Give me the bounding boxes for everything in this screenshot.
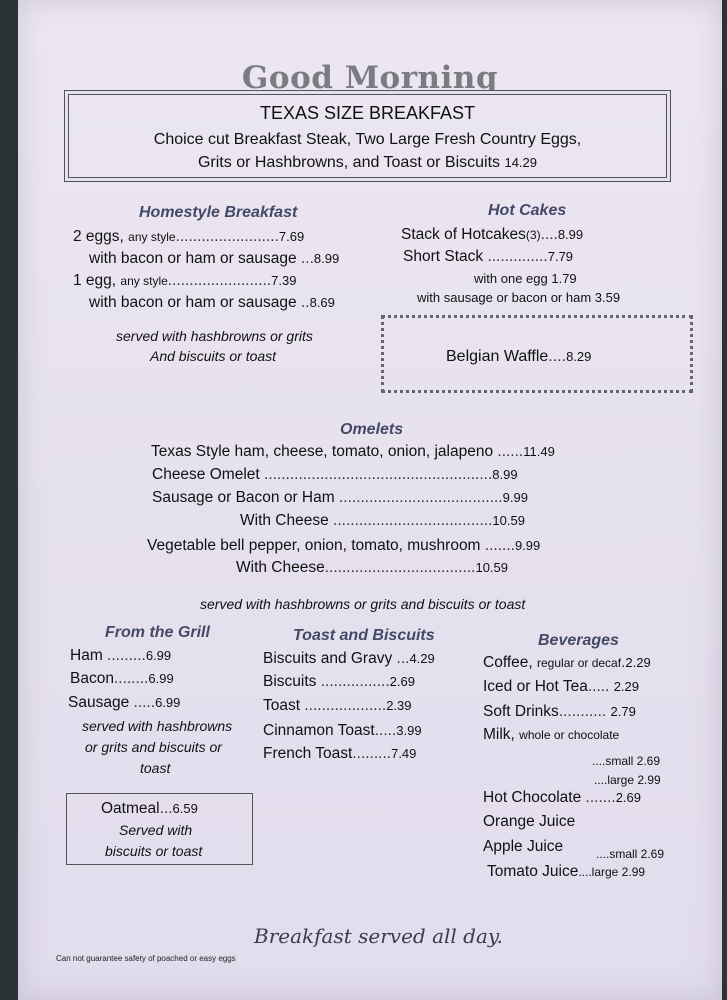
toast-item-french	[263, 745, 416, 763]
item-name: Cinnamon Toast	[263, 722, 375, 739]
item-name: with bacon or ham or sausage	[89, 294, 297, 311]
omelet-item-vegetable	[147, 537, 540, 555]
item-leader: ...................................	[324, 559, 476, 576]
item-name: 1 egg,	[73, 272, 117, 289]
item-leader: ....	[548, 348, 567, 365]
item-price: 4.29	[409, 651, 435, 666]
item-price: 2.69	[615, 790, 642, 805]
item-price: 6.59	[172, 801, 198, 816]
item-price: 2.29	[625, 655, 651, 670]
oatmeal-box	[66, 793, 253, 865]
hotcakes-item-meat	[417, 290, 620, 305]
item-leader: .....	[587, 678, 610, 695]
homestyle-item-1egg-meat	[89, 294, 335, 312]
toast-item-biscuits	[263, 673, 415, 691]
item-name: Ham	[70, 647, 103, 664]
item-price: 6.99	[145, 648, 172, 663]
item-sub: regular or decaf	[537, 656, 622, 670]
item-price: 7.39	[271, 273, 297, 288]
item-price: 8.99	[557, 227, 584, 242]
item-leader: .......	[585, 789, 616, 806]
item-name: Sausage or Bacon or Ham	[152, 489, 335, 506]
item-name: Texas Style ham, cheese, tomato, onion, jalapeno	[151, 443, 494, 460]
item-name: Biscuits	[263, 673, 317, 690]
item-name: Iced or Hot Tea	[483, 678, 588, 695]
item-price: 9.99	[514, 538, 541, 553]
footer-note: Breakfast served all day.	[254, 924, 503, 948]
grill-note3: toast	[140, 760, 171, 776]
item-name: with one egg	[474, 271, 548, 286]
item-price: 10.59	[492, 513, 525, 528]
item-price: 8.99	[492, 467, 518, 482]
item-leader: ........................	[167, 272, 272, 289]
omelet-item-meat	[152, 489, 528, 507]
item-name: Bacon	[70, 670, 114, 687]
item-leader: ...........	[558, 703, 607, 720]
homestyle-note2: And biscuits or toast	[150, 348, 277, 364]
item-price: 8.69	[309, 295, 335, 310]
item-price: 8.99	[313, 251, 340, 266]
texas-breakfast-title: TEXAS SIZE BREAKFAST	[259, 103, 476, 123]
omelet-item-veg-cheese	[236, 559, 508, 577]
item-name: Biscuits and Gravy	[263, 650, 393, 667]
item-price: 6.99	[155, 695, 181, 710]
item-price: 1.79	[551, 271, 577, 286]
item-name: Vegetable bell pepper, onion, tomato, mushroom	[147, 537, 481, 554]
item-leader: ...	[396, 650, 410, 667]
item-leader: ......................................	[338, 489, 503, 506]
texas-breakfast-line2-wrap	[69, 154, 666, 172]
item-name: Tomato Juice	[487, 863, 579, 880]
omelet-item-meat-cheese	[240, 512, 525, 530]
hotcakes-heading: Hot Cakes	[488, 202, 567, 219]
item-price: 3.59	[594, 290, 621, 305]
item-size: ....large 2.99	[578, 865, 646, 879]
oatmeal-item	[101, 800, 198, 818]
item-leader: ........	[113, 670, 149, 687]
item-name: Short Stack	[403, 248, 484, 265]
item-leader: ...	[159, 800, 173, 817]
item-sub: (3)	[525, 228, 541, 242]
item-price: 2.29	[613, 679, 640, 694]
grill-note2: or grits and biscuits or	[85, 739, 222, 755]
item-name: With Cheese	[240, 512, 329, 529]
item-leader: .....	[133, 694, 156, 711]
omelet-item-texas	[151, 443, 555, 461]
item-sub: any style	[128, 230, 176, 244]
item-leader: ....	[540, 226, 558, 243]
beverages-heading: Beverages	[538, 632, 619, 649]
item-leader: ...................	[304, 697, 387, 714]
hotcakes-item-stack	[401, 226, 583, 244]
bev-milk-large: ....large 2.99	[594, 773, 661, 787]
item-price: 3.99	[396, 723, 422, 738]
bev-milk-small: ....small 2.69	[592, 754, 661, 768]
item-price: 11.49	[523, 444, 555, 459]
item-price: 2.79	[610, 704, 636, 719]
homestyle-item-2eggs	[73, 228, 304, 246]
bev-item-apple-juice: Apple Juice	[483, 838, 564, 855]
bev-item-tea	[483, 678, 639, 696]
texas-breakfast-line1: Choice cut Breakfast Steak, Two Large Fresh Country Eggs,	[153, 131, 582, 148]
item-price: 7.49	[391, 746, 417, 761]
item-name: Coffee,	[483, 654, 533, 671]
hotcakes-item-egg	[474, 271, 577, 286]
item-leader: ..	[300, 294, 310, 311]
item-sub: any style	[120, 274, 168, 288]
omelet-item-cheese	[152, 466, 518, 484]
grill-item-bacon	[70, 670, 174, 688]
item-name: Sausage	[68, 694, 130, 711]
item-leader: .....................................	[333, 512, 493, 529]
bev-item-coffee	[483, 654, 651, 672]
item-name: French Toast	[263, 745, 353, 762]
waffle-item	[446, 348, 591, 366]
disclaimer: Can not guarantee safety of poached or easy eggs	[56, 954, 236, 963]
item-name: Milk,	[483, 726, 515, 743]
item-name: with sausage or bacon or ham	[417, 290, 592, 305]
item-price: 6.99	[148, 671, 174, 686]
item-leader: .......	[484, 537, 515, 554]
bev-item-soft-drinks	[483, 703, 636, 721]
bev-apple-size: ....small 2.69	[596, 847, 665, 861]
item-price: 7.69	[278, 229, 305, 244]
omelets-heading: Omelets	[340, 421, 404, 438]
item-leader: ...	[300, 250, 314, 267]
item-leader: .....	[374, 722, 397, 739]
oatmeal-note2: biscuits or toast	[105, 843, 203, 859]
bev-item-orange-juice: Orange Juice	[483, 813, 576, 830]
hotcakes-item-short	[403, 248, 573, 266]
item-name: 2 eggs,	[73, 228, 124, 245]
item-price: 7.79	[547, 249, 574, 264]
texas-breakfast-price: 14.29	[504, 155, 538, 170]
item-price: 2.69	[389, 674, 415, 689]
item-price: 2.39	[386, 698, 412, 713]
item-name: Hot Chocolate	[483, 789, 582, 806]
item-sub: whole or chocolate	[519, 728, 620, 742]
texas-breakfast-line2: Grits or Hashbrowns, and Toast or Biscuits	[197, 154, 501, 171]
homestyle-note1: served with hashbrowns or grits	[116, 328, 313, 344]
toast-item-cinnamon	[263, 722, 422, 740]
toast-item-gravy	[263, 650, 435, 668]
menu-title: Good Morning	[241, 60, 499, 96]
item-leader: .	[621, 654, 626, 671]
bev-item-tomato-juice	[487, 863, 645, 881]
homestyle-item-1egg	[73, 272, 296, 290]
item-price: 9.99	[502, 490, 528, 505]
item-name: Oatmeal	[101, 800, 160, 817]
waffle-box	[381, 315, 693, 393]
item-name: Cheese Omelet	[152, 466, 260, 483]
bev-item-milk	[483, 726, 619, 744]
item-name: Toast	[263, 697, 301, 714]
item-leader: .........	[352, 745, 392, 762]
omelets-note: served with hashbrowns or grits and biscuits or toast	[200, 596, 526, 612]
homestyle-heading: Homestyle Breakfast	[139, 204, 298, 221]
texas-breakfast-box	[68, 94, 667, 178]
item-name: Stack of Hotcakes	[401, 226, 526, 243]
item-leader: ......	[497, 443, 524, 460]
item-leader: .........	[107, 647, 146, 664]
item-name: With Cheese	[236, 559, 325, 576]
homestyle-item-2eggs-meat	[89, 250, 339, 268]
toast-item-toast	[263, 697, 412, 715]
item-price: 8.29	[566, 349, 592, 364]
item-leader: .....................................................	[264, 466, 493, 483]
item-leader: ........................	[175, 228, 279, 245]
oatmeal-note1: Served with	[119, 822, 193, 838]
item-leader: ..............	[487, 248, 548, 265]
menu-sheet	[18, 0, 722, 1000]
toast-heading: Toast and Biscuits	[293, 627, 435, 644]
item-leader: ................	[320, 673, 390, 690]
grill-item-sausage	[68, 694, 180, 712]
grill-item-ham	[70, 647, 171, 665]
bev-item-hot-chocolate	[483, 789, 641, 807]
grill-note1: served with hashbrowns	[82, 718, 233, 734]
item-name: with bacon or ham or sausage	[89, 250, 297, 267]
item-name: Soft Drinks	[483, 703, 559, 720]
item-name: Belgian Waffle	[446, 348, 549, 365]
grill-heading: From the Grill	[105, 624, 210, 641]
item-price: 10.59	[475, 560, 509, 575]
